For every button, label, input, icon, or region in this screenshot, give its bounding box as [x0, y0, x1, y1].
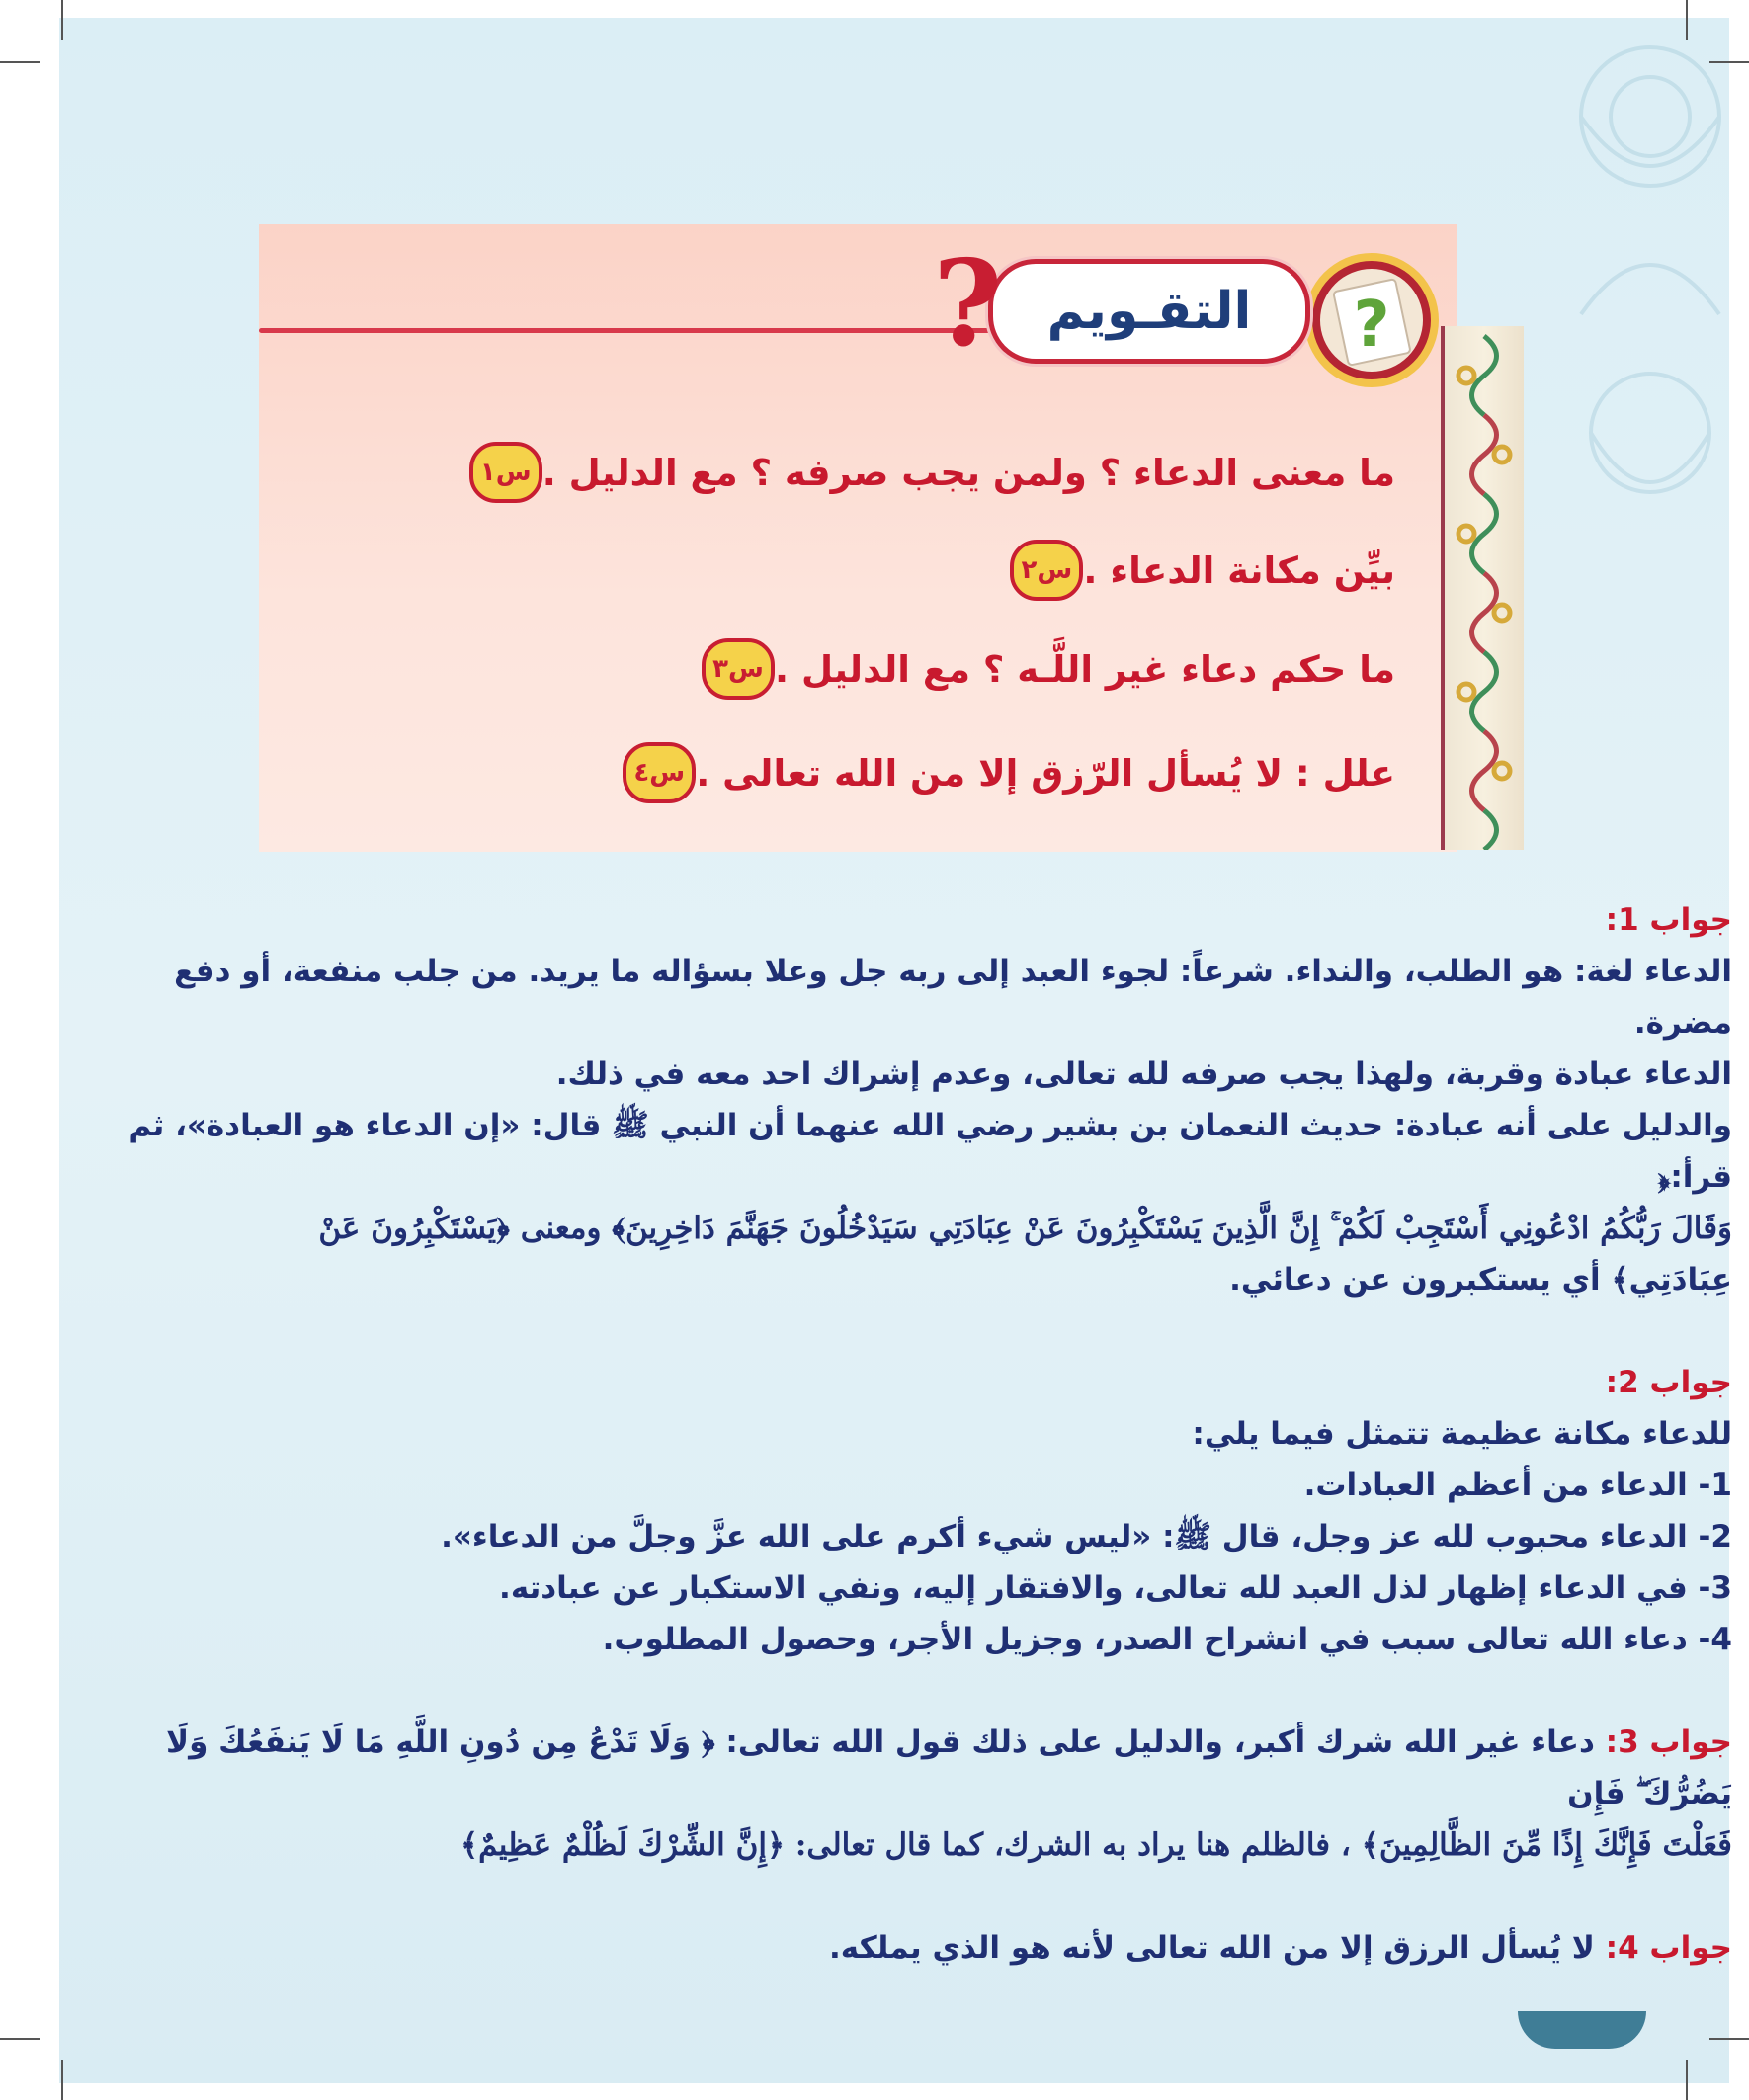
svg-text:?: ?	[1353, 289, 1390, 362]
quiz-title-pill	[988, 259, 1310, 364]
question-number-badge: س٢	[1010, 540, 1083, 601]
question-text: علل : لا يُسأل الرّزق إلا من الله تعالى .	[696, 751, 1395, 795]
question-row	[454, 442, 1395, 503]
question-row	[686, 638, 1395, 700]
answer-4-text: لا يُسأل الرزق إلا من الله تعالى لأنه هو الذي يملكه.	[829, 1930, 1606, 1966]
question-mark-icon: ?	[933, 234, 1003, 374]
page-tab-decoration	[1518, 2011, 1646, 2049]
answer-2-label: جواب 2:	[1605, 1365, 1732, 1400]
crop-mark	[61, 0, 63, 40]
answer-3-label: جواب 3:	[1605, 1724, 1732, 1760]
question-badge-icon	[1300, 249, 1443, 391]
crop-mark	[0, 2038, 40, 2040]
answer-4-label: جواب 4:	[1605, 1930, 1732, 1966]
crop-mark	[1686, 2060, 1688, 2100]
question-text: ما معنى الدعاء ؟ ولمن يجب صرفه ؟ مع الدليل .	[541, 451, 1395, 494]
crop-mark	[1709, 2038, 1749, 2040]
quiz-divider-line	[259, 328, 990, 333]
answer-3-line: فَعَلْتَ فَإِنَّكَ إِذًا مِّنَ الظَّالِمِينَ﴾ ، فالظلم هنا يراد به الشرك، كما قال تعالى: ﴿إِنَّ الشِّرْكَ لَظُلْمٌ عَظِيمٌ﴾	[460, 1827, 1732, 1863]
question-row	[607, 742, 1395, 803]
answers-section	[99, 894, 1732, 1974]
crop-mark	[61, 2060, 63, 2100]
question-text: ما حكم دعاء غير اللَّـه ؟ مع الدليل .	[775, 647, 1395, 691]
answer-2-item: 3- في الدعاء إظهار لذل العبد لله تعالى، والافتقار إليه، ونفي الاستكبار عن عبادته.	[499, 1570, 1732, 1606]
question-number-badge: س١	[469, 442, 542, 503]
question-row	[994, 540, 1395, 601]
answer-2-intro: للدعاء مكانة عظيمة تتمثل فيما يلي:	[1192, 1416, 1732, 1452]
answer-1-line: والدليل على أنه عبادة: حديث النعمان بن بشير رضي الله عنهما أن النبي ﷺ قال: «إن الدعاء هو العبادة»، ثم قرأ:﴿	[128, 1108, 1732, 1195]
answer-1-line: الدعاء عبادة وقربة، ولهذا يجب صرفه لله تعالى، وعدم إشراك احد معه في ذلك.	[555, 1056, 1732, 1092]
answer-2-item: 4- دعاء الله تعالى سبب في انشراح الصدر، وجزيل الأجر، وحصول المطلوب.	[602, 1622, 1732, 1657]
answer-1-label: جواب 1:	[1605, 902, 1732, 938]
answer-1-line: عِبَادَتِي﴾ أي يستكبرون عن دعائي.	[1229, 1262, 1732, 1298]
answer-1-line: الدعاء لغة: هو الطلب، والنداء. شرعاً: لجوء العبد إلى ربه جل وعلا بسؤاله ما يريد. من جلب منفعة، أو دفع مضرة.	[174, 954, 1732, 1041]
crop-mark	[0, 61, 40, 63]
ornamental-border	[1445, 326, 1524, 850]
answer-2-item: 1- الدعاء من أعظم العبادات.	[1303, 1468, 1732, 1503]
answer-3-line: دعاء غير الله شرك أكبر، والدليل على ذلك قول الله تعالى: ﴿ وَلَا تَدْعُ مِن دُونِ اللَّهِ مَا لَا يَنفَعُكَ وَلَا يَضُرُّكَ ۖ فَإِن	[166, 1724, 1732, 1811]
answer-1-line: وَقَالَ رَبُّكُمُ ادْعُونِي أَسْتَجِبْ لَكُمْ ۚ إِنَّ الَّذِينَ يَسْتَكْبِرُونَ عَنْ عِبَادَتِي سَيَدْخُلُونَ جَهَنَّمَ دَاخِرِينَ﴾ ومعنى ﴿يَسْتَكْبِرُونَ عَنْ	[318, 1211, 1732, 1246]
answer-2-item: 2- الدعاء محبوب لله عز وجل، قال ﷺ: «ليس شيء أكرم على الله عزَّ وجلَّ من الدعاء».	[441, 1519, 1732, 1554]
question-number-badge: س٤	[623, 742, 696, 803]
quiz-title: التقـويم	[1046, 282, 1252, 341]
question-number-badge: س٣	[702, 638, 775, 700]
question-text: بيِّن مكانة الدعاء .	[1083, 548, 1395, 592]
